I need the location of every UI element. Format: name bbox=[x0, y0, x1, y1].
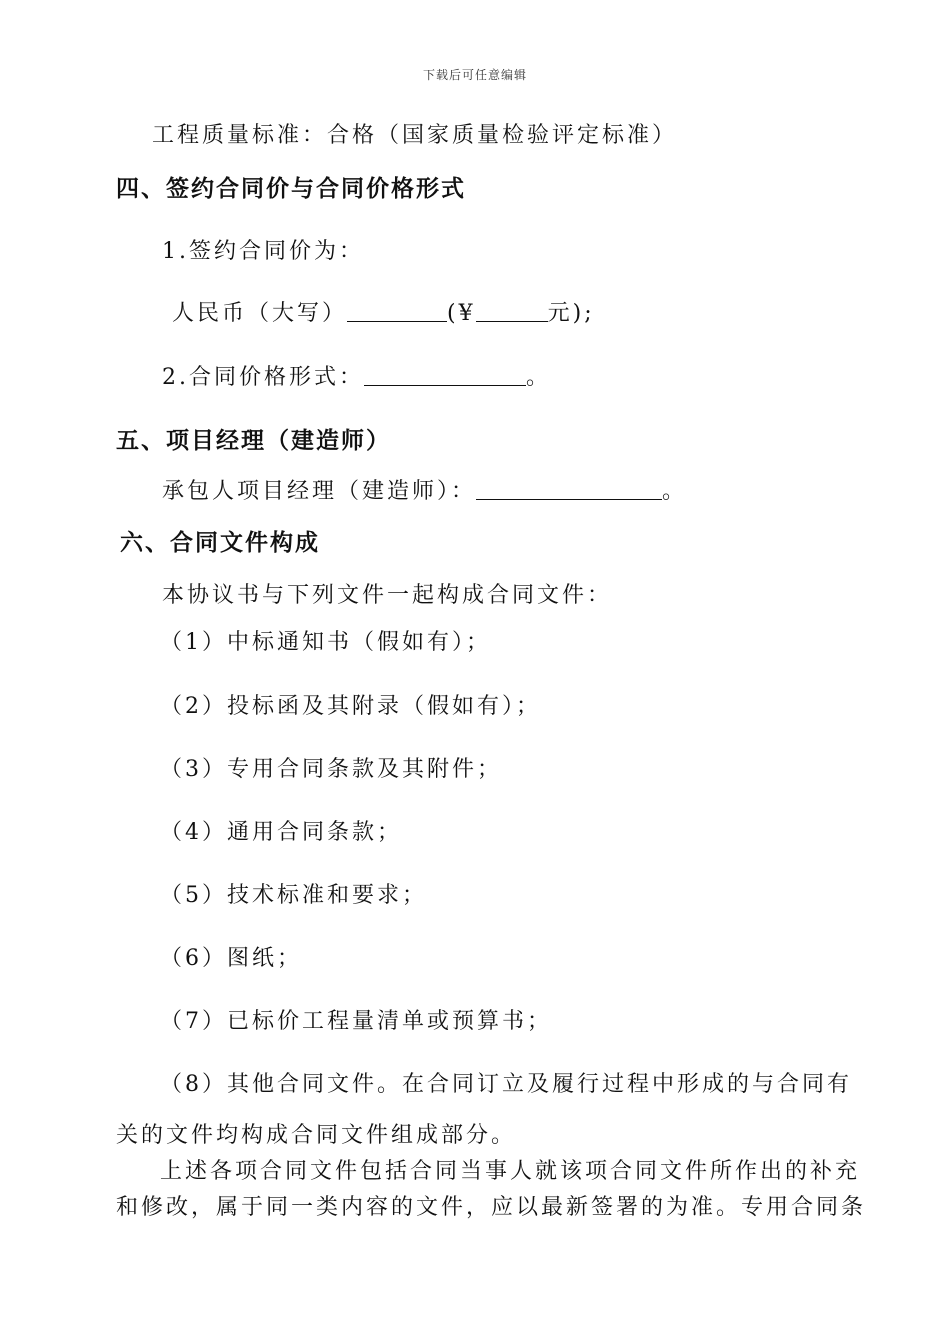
rmb-close: 元); bbox=[547, 301, 595, 326]
price-form-blank[interactable] bbox=[364, 365, 526, 386]
price-form-end: 。 bbox=[526, 365, 552, 390]
item-8-continuation: 关的文件均构成合同文件组成部分。 bbox=[116, 1123, 517, 1148]
project-manager-label: 承包人项目经理（建造师）： bbox=[162, 479, 477, 504]
page-header: 下载后可任意编辑 bbox=[422, 68, 527, 82]
list-item: （7）已标价工程量清单或预算书； bbox=[160, 1009, 552, 1034]
rmb-uppercase-blank[interactable] bbox=[347, 301, 447, 322]
list-item: （1）中标通知书（假如有）； bbox=[160, 630, 491, 655]
paragraph-line-1: 上述各项合同文件包括合同当事人就该项合同文件所作出的补充 bbox=[160, 1159, 861, 1184]
section-6-heading: 六、合同文件构成 bbox=[120, 530, 320, 556]
rmb-line bbox=[172, 296, 595, 327]
list-item: （6）图纸； bbox=[160, 946, 302, 971]
list-item: （5）技术标准和要求； bbox=[160, 883, 427, 908]
rmb-amount-blank[interactable] bbox=[476, 301, 548, 322]
paragraph-line-2: 和修改，属于同一类内容的文件，应以最新签署的为准。专用合同条 bbox=[116, 1195, 867, 1220]
price-form-label: 2.合同价格形式： bbox=[162, 365, 364, 390]
project-manager-line bbox=[162, 474, 687, 505]
quality-standard-line: 工程质量标准：合格（国家质量检验评定标准） bbox=[152, 123, 678, 148]
list-item: （4）通用合同条款； bbox=[160, 820, 402, 845]
project-manager-end: 。 bbox=[662, 479, 688, 504]
section-5-heading: 五、项目经理（建造师） bbox=[116, 428, 391, 454]
list-item: （3）专用合同条款及其附件； bbox=[160, 757, 502, 782]
contract-docs-intro: 本协议书与下列文件一起构成合同文件： bbox=[162, 583, 613, 608]
section-4-heading: 四、签约合同价与合同价格形式 bbox=[116, 176, 466, 202]
project-manager-blank[interactable] bbox=[476, 479, 662, 500]
list-item: （8）其他合同文件。在合同订立及履行过程中形成的与合同有 bbox=[160, 1072, 852, 1097]
rmb-open: (¥ bbox=[447, 301, 476, 326]
price-form-line bbox=[162, 360, 551, 391]
list-item: （2）投标函及其附录（假如有）； bbox=[160, 694, 541, 719]
rmb-label: 人民币（大写） bbox=[172, 301, 348, 326]
contract-price-label: 1.签约合同价为： bbox=[162, 239, 364, 264]
